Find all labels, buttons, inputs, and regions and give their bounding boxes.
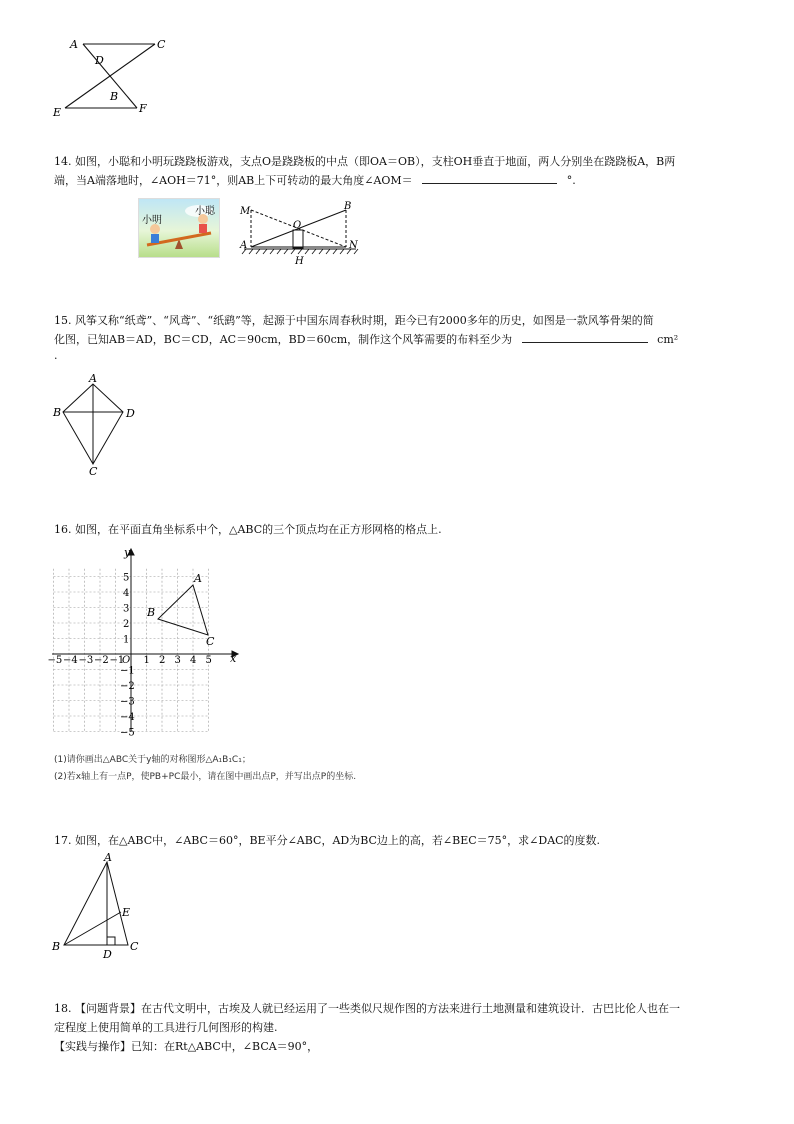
x-tick-label: −2 <box>94 655 109 666</box>
x-tick-label: 2 <box>159 655 166 666</box>
fig13-label-C: C <box>157 38 166 51</box>
y-tick-label: −4 <box>120 712 135 723</box>
fig15-label-A: A <box>89 372 97 385</box>
q15-text-line2b: cm² <box>657 333 679 346</box>
y-tick-label: −3 <box>120 696 135 708</box>
q14-number: 14. <box>54 155 72 168</box>
fig17-label-C: C <box>130 940 139 953</box>
fig14-label-H: H <box>295 256 304 267</box>
x-tick-label: 5 <box>205 655 212 666</box>
q14-text-line1: 如图，小聪和小明玩跷跷板游戏，支点O是跷跷板的中点（即OA＝OB），支柱OH垂直于地面，两人分别坐在跷跷板A，B两 <box>75 155 676 168</box>
vertex-B: B <box>147 606 156 619</box>
q14-text-line2a: 端，当A端落地时，∠AOH＝71°，则AB上下可转动的最大角度∠AOM＝ <box>54 174 413 187</box>
vertex-C: C <box>206 635 215 648</box>
figure-16-coordinate-grid <box>48 544 248 736</box>
y-tick-label: −5 <box>120 727 135 736</box>
q14-answer-blank[interactable] <box>422 171 557 184</box>
x-tick-label: −1 <box>109 655 125 666</box>
fig14-label-M: M <box>240 206 251 217</box>
axis-y-label: y <box>124 546 131 559</box>
x-tick-label: 3 <box>174 655 181 666</box>
fig17-label-D: D <box>103 948 112 961</box>
x-tick-label: −5 <box>48 655 63 666</box>
fig15-label-B: B <box>53 406 62 419</box>
y-tick-label: 1 <box>123 634 130 646</box>
fig14-label-N: N <box>349 240 358 251</box>
fig13-label-F: F <box>139 102 147 115</box>
q16-text-line1: 如图，在平面直角坐标系中个，△ABC的三个顶点均在正方形网格的格点上. <box>75 523 442 536</box>
q17-text-line1: 如图，在△ABC中，∠ABC＝60°，BE平分∠ABC，AD为BC边上的高，若∠BEC＝75°，求∠DAC的度数. <box>75 834 601 847</box>
y-tick-label: 5 <box>123 572 130 584</box>
figure-13 <box>50 36 180 118</box>
fig17-label-A: A <box>104 852 112 864</box>
figure-17-triangle <box>50 852 150 962</box>
q14-line1 <box>54 152 675 172</box>
x-tick-label: −3 <box>78 655 94 666</box>
q16-part2: (2)若x轴上有一点P，使PB+PC最小，请在图中画出点P，并写出点P的坐标. <box>54 772 357 782</box>
pic-label-xiaocong: 小聪 <box>195 206 215 217</box>
fig14-label-O: O <box>293 220 302 231</box>
x-tick-label: 1 <box>143 655 150 666</box>
q16-line1 <box>54 520 442 540</box>
q15-text-line1: 风筝又称“纸鸢”、“风鸢”、“纸鹞”等，起源于中国东周春秋时期，距今已有2000多年的历史，如图是一款风筝骨架的简 <box>75 314 654 327</box>
q15-text-line2a: 化图，已知AB＝AD，BC＝CD，AC＝90cm，BD＝60cm，制作这个风筝需要的布料至少为 <box>54 333 513 346</box>
q15-number: 15. <box>54 314 72 327</box>
axis-x-label: x <box>230 652 237 665</box>
triangle-abc <box>158 585 208 635</box>
y-tick-label: −2 <box>120 681 135 692</box>
y-tick-label: −1 <box>120 665 135 677</box>
vertex-A: A <box>194 572 202 585</box>
fig17-label-B: B <box>52 940 61 953</box>
y-tick-label: 4 <box>123 588 130 599</box>
figure-15-kite <box>50 372 140 478</box>
q18-number: 18. <box>54 1002 72 1015</box>
fig13-label-D: D <box>95 54 104 67</box>
y-tick-label: 2 <box>123 619 130 630</box>
fig14-label-B: B <box>344 201 352 212</box>
q14-line2 <box>54 171 576 191</box>
q16-part1: (1)请你画出△ABC关于y轴的对称图形△A₁B₁C₁； <box>54 755 251 765</box>
q18-line1 <box>54 999 680 1019</box>
figure-14-seesaw <box>236 198 366 268</box>
q18-line2: 定程度上使用简单的工具进行几何图形的构建. <box>54 1021 278 1034</box>
seesaw-cartoon-image <box>138 198 220 258</box>
q14-text-line2b: °. <box>566 174 576 187</box>
x-tick-label: −4 <box>63 655 78 666</box>
fig14-label-A: A <box>240 240 248 251</box>
fig15-label-D: D <box>126 407 135 420</box>
q15-line2 <box>54 330 678 350</box>
q16-number: 16. <box>54 523 72 536</box>
q15-line1 <box>54 311 654 331</box>
origin-label: O <box>122 655 131 666</box>
pic-label-xiaoming: 小明 <box>142 215 162 226</box>
q15-line3: . <box>54 349 58 362</box>
q17-number: 17. <box>54 834 72 847</box>
fig13-label-A: A <box>70 38 78 51</box>
q18-text-line1: 【问题背景】在古代文明中，古埃及人就已经运用了一些类似尺规作图的方法来进行土地测量和建筑设计．古巴比伦人也在一 <box>75 1002 680 1015</box>
fig13-label-E: E <box>53 106 62 118</box>
x-tick-label: 4 <box>190 655 197 666</box>
fig13-label-B: B <box>110 90 119 103</box>
y-tick-label: 3 <box>123 603 130 615</box>
q17-line1 <box>54 831 600 851</box>
q18-line3: 【实践与操作】已知：在Rt△ABC中，∠BCA＝90°， <box>54 1040 319 1053</box>
fig15-label-C: C <box>89 465 98 478</box>
q15-answer-blank[interactable] <box>522 330 648 343</box>
fig17-label-E: E <box>122 906 131 919</box>
